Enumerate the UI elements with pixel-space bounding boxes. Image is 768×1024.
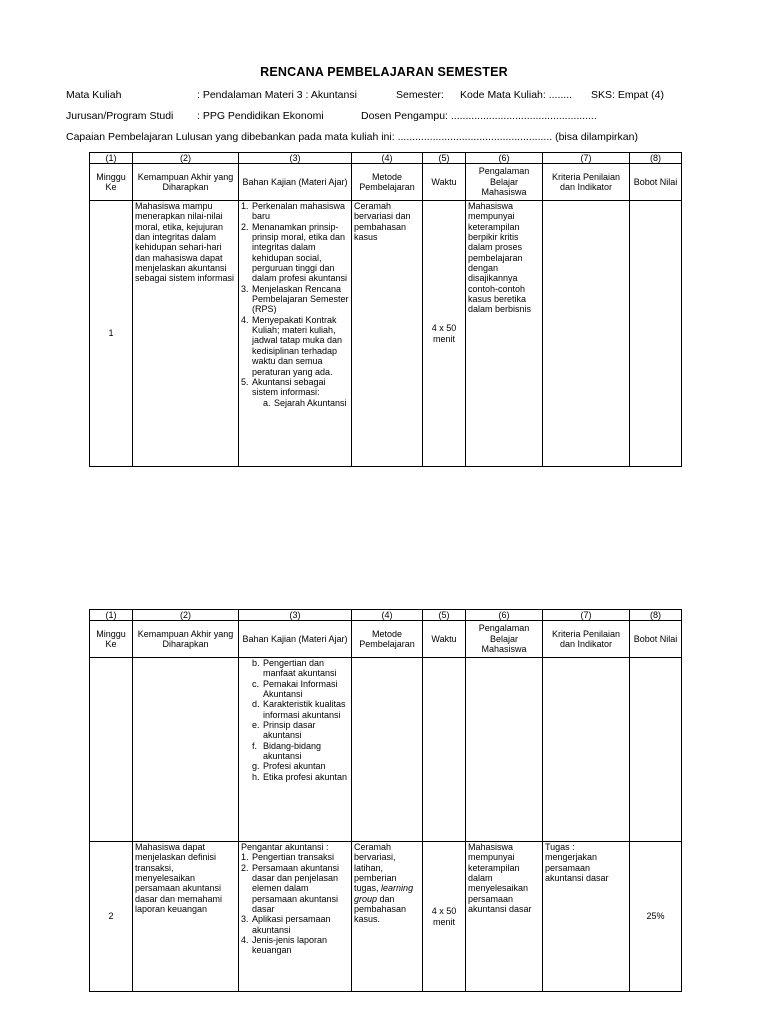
header-bahan-kajian: Bahan Kajian (Materi Ajar) [239, 621, 352, 658]
bahan-intro: Pengantar akuntansi : [241, 842, 329, 852]
capaian-pembelajaran: Capaian Pembelajaran Lulusan yang dibebankan pada mata kuliah ini: ..................................................... (bisa dilampirkan) [66, 131, 638, 143]
table-row [90, 842, 682, 992]
col-number: (2) [133, 153, 239, 164]
mata-kuliah-label: Mata Kuliah [66, 89, 122, 101]
list-item: 5. Akuntansi sebagai sistem informasi: a. Sejarah Akuntansi [241, 377, 349, 408]
col-number: (5) [423, 153, 466, 164]
dosen-pengampu: Dosen Pengampu: .................................................. [361, 110, 597, 122]
col-number: (3) [239, 610, 352, 621]
kemampuan-cell: Mahasiswa dapat menjelaskan definisi transaksi, menyelesaikan persamaan akuntansi dasar dan memahami laporan keuangan [133, 842, 239, 992]
col-number: (6) [466, 153, 543, 164]
column-number-row [90, 610, 682, 621]
rps-table-1 [89, 152, 682, 467]
col-number: (2) [133, 610, 239, 621]
list-item: 4. Jenis-jenis laporan keuangan [241, 935, 328, 956]
list-item: e. Prinsip dasar akuntansi [252, 720, 316, 741]
column-number-row [90, 153, 682, 164]
col-number: (5) [423, 610, 466, 621]
header-pengalaman: Pengalaman Belajar Mahasiswa [466, 164, 543, 201]
week-cell [90, 658, 133, 842]
col-number: (4) [352, 610, 423, 621]
col-number: (7) [543, 153, 630, 164]
table-row [90, 201, 682, 467]
list-item: 1. Pengertian transaksi [241, 852, 335, 863]
col-number: (8) [630, 153, 682, 164]
header-waktu: Waktu [423, 621, 466, 658]
col-number: (1) [90, 153, 133, 164]
bahan-kajian-cell [239, 658, 352, 842]
list-item: 3. Aplikasi persamaan akuntansi [241, 914, 331, 935]
waktu-cell: 4 x 50 menit [423, 201, 466, 467]
bahan-kajian-cell [239, 201, 352, 467]
list-item: 1. Perkenalan mahasiswa baru [241, 201, 346, 222]
kemampuan-cell [133, 658, 239, 842]
col-number: (8) [630, 610, 682, 621]
week-cell: 1 [90, 201, 133, 467]
document-title: RENCANA PEMBELAJARAN SEMESTER [260, 65, 508, 79]
column-header-row [90, 164, 682, 201]
rps-table-2 [89, 609, 682, 992]
semester-label: Semester: [396, 89, 444, 101]
column-header-row [90, 621, 682, 658]
header-minggu: Minggu Ke [90, 164, 133, 201]
table-row [90, 658, 682, 842]
kriteria-cell: Tugas : mengerjakan persamaan akuntansi dasar [543, 842, 630, 992]
kriteria-cell [543, 201, 630, 467]
waktu-cell: 4 x 50 menit [423, 842, 466, 992]
bobot-cell [630, 658, 682, 842]
list-item: b. Pengertian dan manfaat akuntansi [252, 658, 337, 679]
col-number: (6) [466, 610, 543, 621]
header-kriteria: Kriteria Penilaian dan Indikator [543, 164, 630, 201]
kriteria-cell [543, 658, 630, 842]
jurusan-value: : PPG Pendidikan Ekonomi [197, 110, 324, 122]
list-item: a. Sejarah Akuntansi [263, 397, 347, 408]
jurusan-label: Jurusan/Program Studi [66, 110, 174, 122]
pengalaman-cell [466, 658, 543, 842]
kemampuan-cell: Mahasiswa mampu menerapkan nilai-nilai moral, etika, kejujuran dan integritas dalam kehidupan sehari-hari dan mahasiswa dapat menjelaskan akuntansi sebagai sistem informasi [133, 201, 239, 467]
pengalaman-cell: Mahasiswa mempunyai keterampilan dalam menyelesaikan persamaan akuntansi dasar [466, 842, 543, 992]
col-number: (4) [352, 153, 423, 164]
col-number: (1) [90, 610, 133, 621]
bahan-kajian-cell [239, 842, 352, 992]
list-item: 4. Menyepakati Kontrak Kuliah; materi kuliah, jadwal tatap muka dan kedisiplinan terhadap waktu dan semua peraturan yang ada. [241, 314, 343, 377]
header-pengalaman: Pengalaman Belajar Mahasiswa [466, 621, 543, 658]
col-number: (7) [543, 610, 630, 621]
header-bobot: Bobot Nilai [630, 621, 682, 658]
list-item: 2. Menanamkan prinsip-prinsip moral, etika dan integritas dalam kehidupan social, perguruan tinggi dan dalam profesi akuntansi [241, 221, 348, 284]
metode-cell: Ceramah bervariasi dan pembahasan kasus [352, 201, 423, 467]
header-bahan-kajian: Bahan Kajian (Materi Ajar) [239, 164, 352, 201]
week-cell: 2 [90, 842, 133, 992]
list-item: h. Etika profesi akuntan [252, 771, 348, 782]
sks-label: SKS: Empat (4) [591, 89, 664, 101]
bobot-cell [630, 201, 682, 467]
header-minggu: Minggu Ke [90, 621, 133, 658]
list-item: f. Bidang-bidang akuntansi [252, 740, 322, 762]
metode-cell [352, 658, 423, 842]
header-kemampuan: Kemampuan Akhir yang Diharapkan [133, 164, 239, 201]
list-item: c. Pemakai Informasi Akuntansi [252, 678, 338, 700]
header-kemampuan: Kemampuan Akhir yang Diharapkan [133, 621, 239, 658]
col-number: (3) [239, 153, 352, 164]
waktu-cell [423, 658, 466, 842]
list-item: 2. Persamaan akuntansi dasar dan penjelasan elemen dalam persamaan akuntansi dasar [241, 862, 340, 915]
header-waktu: Waktu [423, 164, 466, 201]
header-kriteria: Kriteria Penilaian dan Indikator [543, 621, 630, 658]
header-metode: Metode Pembelajaran [352, 621, 423, 658]
mata-kuliah-value: : Pendalaman Materi 3 : Akuntansi [197, 89, 357, 101]
list-item: 3. Menjelaskan Rencana Pembelajaran Semester (RPS) [241, 283, 349, 315]
list-item: d. Karakteristik kualitas informasi akuntansi [252, 699, 346, 720]
header-bobot: Bobot Nilai [630, 164, 682, 201]
bobot-cell: 25% [630, 842, 682, 992]
header-metode: Metode Pembelajaran [352, 164, 423, 201]
pengalaman-cell: Mahasiswa mempunyai keterampilan berpikir kritis dalam proses pembelajaran dengan disajikannya contoh-contoh kasus beretika dalam berbisnis [466, 201, 543, 467]
metode-cell: Ceramah bervariasi, latihan, pemberian tugas, learning group dan pembahasan kasus. [352, 842, 423, 992]
kode-mata-kuliah: Kode Mata Kuliah: ........ [460, 89, 573, 101]
list-item: g. Profesi akuntan [252, 761, 326, 772]
